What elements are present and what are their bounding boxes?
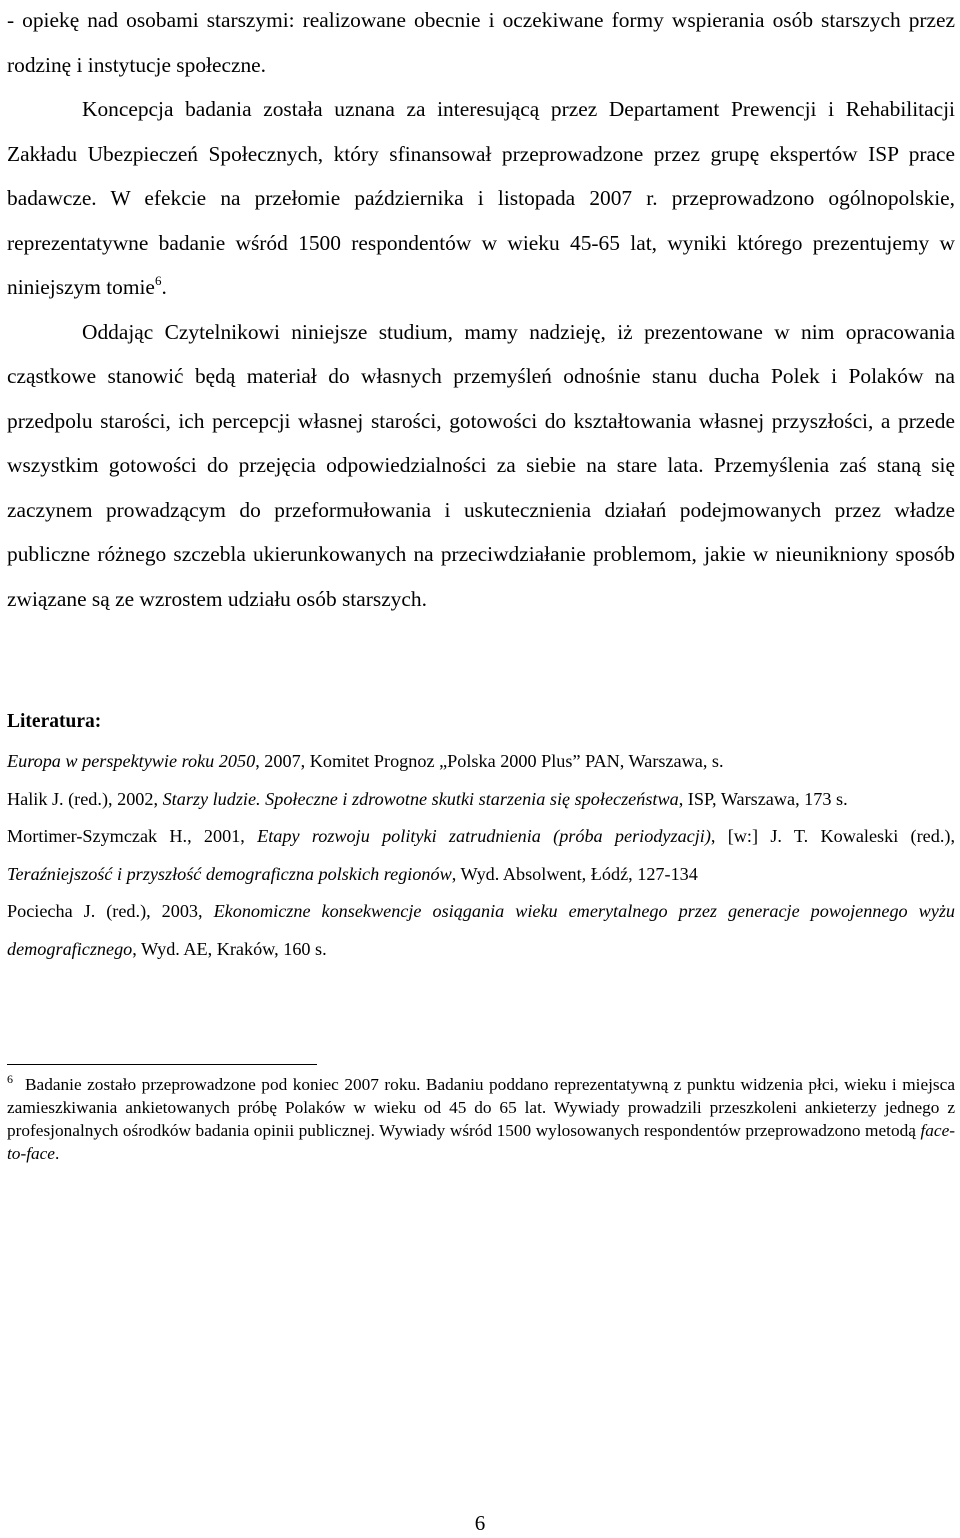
- footnote-text: Badanie zostało przeprowadzone pod koniec 2007 roku. Badaniu poddano reprezentatywną z punktu widzenia płci, wieku i miejsca zamieszkiwania ankietowanych próbę Polaków w wieku od 45 do 65 lat. Wywiady prowadzili przeszkoleni ankieterzy jednego z profesjonalnych ośrodków badania opinii publicznej. Wywiady wśród 1500 wylosowanych respondentów przeprowadzono metodą: [7, 1075, 955, 1140]
- footnote-italic: face-to-face: [7, 1121, 955, 1163]
- reference-author: Pociecha J. (red.), 2003,: [7, 901, 214, 921]
- footnote-end: .: [54, 1144, 60, 1163]
- paragraph-study-concept-end: .: [161, 275, 167, 299]
- paragraph-care-of-elderly: - opiekę nad osobami starszymi: realizowane obecnie i oczekiwane formy wspierania osób starszych przez rodzinę i instytucje społeczne.: [7, 8, 955, 77]
- literature-heading: Literatura:: [7, 711, 102, 732]
- reference-details: , ISP, Warszawa, 173 s.: [678, 788, 848, 809]
- footnote-ref: 6: [154, 273, 162, 288]
- document-page: [7, 0, 955, 1163]
- reference-item: [7, 893, 955, 968]
- page-number: 6: [474, 1511, 486, 1535]
- paragraph-conclusion: Oddając Czytelnikowi niniejsze studium, mamy nadzieję, iż prezentowane w nim opracowania cząstkowe stanowić będą materiał do własnych przemyśleń odnośnie stanu ducha Polek i Polaków na przedpolu starości, ich percepcji własnej starości, gotowości do kształtowania własnej przyszłości, a przede wszystkim gotowości do przejęcia odpowiedzialności za siebie na stare lata. Przemyślenia zaś staną się zaczynem prowadzącym do przeformułowania i uskutecznienia działań podejmowanych przez władze publiczne różnego szczebla ukierunkowanych na przeciwdziałanie problemom, jakie w nieunikniony sposób związane są ze wzrostem udziału osób starszych.: [7, 319, 955, 611]
- reference-details: , 2007, Komitet Prognoz „Polska 2000 Plus” PAN, Warszawa, s.: [255, 751, 724, 771]
- paragraph-study-concept: [7, 87, 955, 310]
- reference-details: , [w:] J. T. Kowaleski (red.),: [710, 826, 955, 846]
- reference-author: Mortimer-Szymczak H., 2001,: [7, 826, 258, 846]
- reference-details: , Wyd. AE, Kraków, 160 s.: [132, 938, 327, 959]
- footnote-separator: [7, 1064, 317, 1065]
- reference-title: Etapy rozwoju polityki zatrudnienia (próba periodyzacji): [257, 826, 711, 846]
- reference-item: [7, 743, 955, 781]
- reference-title: Europa w perspektywie roku 2050: [7, 751, 256, 771]
- reference-item: [7, 781, 955, 819]
- reference-title: Starzy ludzie. Społeczne i zdrowotne skutki starzenia się społeczeństwa: [162, 788, 679, 809]
- literature-list: [7, 743, 955, 968]
- main-text: [7, 0, 955, 621]
- footnote: [7, 1073, 955, 1165]
- reference-book-title: Teraźniejszość i przyszłość demograficzna polskich regionów: [7, 863, 452, 884]
- footnote-number: 6: [7, 1072, 13, 1086]
- reference-item: [7, 818, 955, 893]
- reference-publisher: , Wyd. Absolwent, Łódź, 127-134: [451, 863, 698, 884]
- reference-title: Ekonomiczne konsekwencje osiągania wieku emerytalnego przez generacje powojennego wyżu demograficznego: [7, 901, 955, 959]
- paragraph-study-concept-text: Koncepcja badania została uznana za interesującą przez Departament Prewencji i Rehabilitacji Zakładu Ubezpieczeń Społecznych, który sfinansował przeprowadzone przez grupę ekspertów ISP prace badawcze. W efekcie na przełomie października i listopada 2007 r. przeprowadzono ogólnopolskie, reprezentatywne badanie wśród 1500 respondentów w wieku 45-65 lat, wyniki którego prezentujemy w niniejszym tomie: [7, 97, 955, 299]
- reference-author: Halik J. (red.), 2002,: [7, 788, 163, 809]
